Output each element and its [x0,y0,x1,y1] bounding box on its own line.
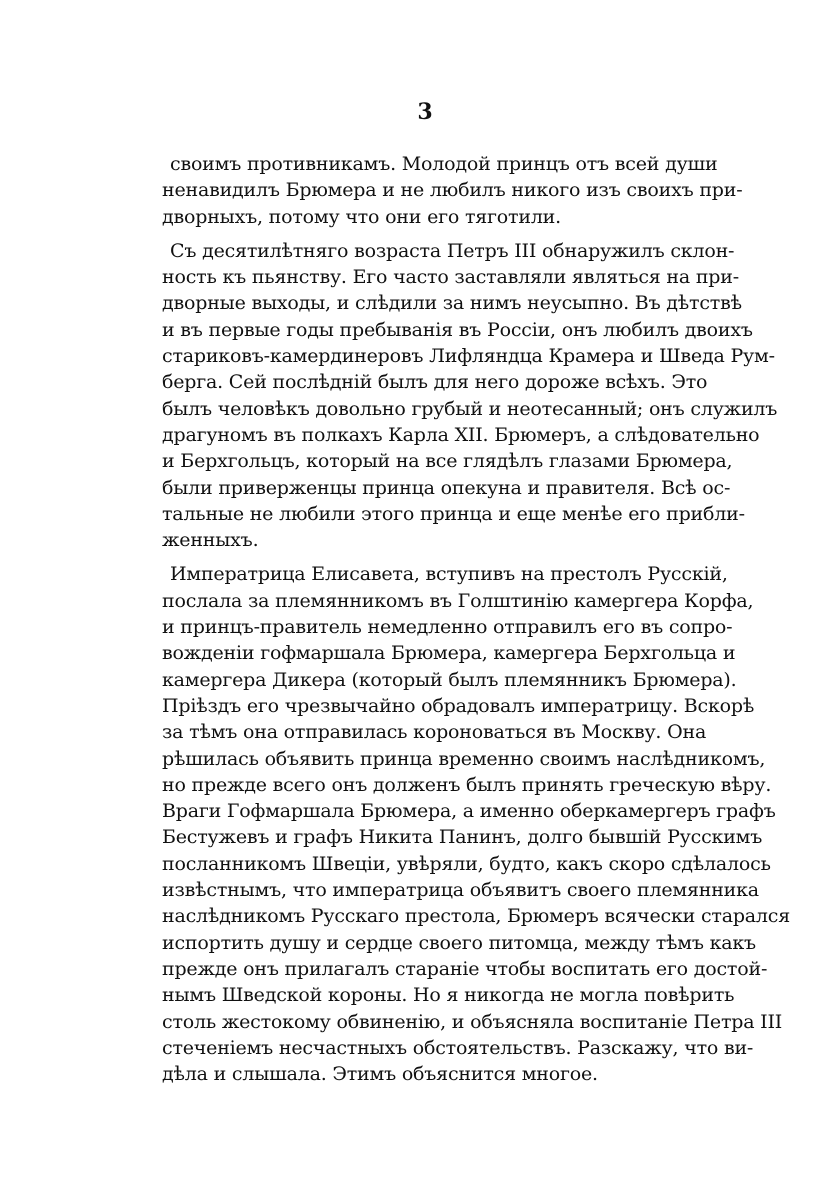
text-line: извѣстнымъ, что императрица объявитъ своего племянника [162,879,759,902]
text-line: за тѣмъ она отправилась короноваться въ Москву. Она [162,721,707,744]
text-line: своимъ противникамъ. Молодой принцъ отъ всей души [170,153,718,175]
text-line: ненавидилъ Брюмера и не любилъ никого изъ своихъ при- [162,179,743,202]
paragraph [162,238,778,554]
text-line: послала за племянникомъ въ Голштинію камергера Корфа, [162,589,754,612]
body-text [162,151,791,1087]
text-line: столь жестокому обвиненію, и объясняла воспитаніе Петра III [162,1010,783,1033]
text-line: Съ десятилѣтняго возраста Петръ III обнаружилъ склон- [170,239,735,262]
text-line: нымъ Шведской короны. Но я никогда не могла повѣрить [162,984,735,1007]
text-line: и Берхгольцъ, который на все глядѣлъ глазами Брюмера, [162,450,733,473]
text-line: драгуномъ въ полкахъ Карла XII. Брюмеръ, а слѣдовательно [162,423,760,446]
text-line: Пріѣздъ его чрезвычайно обрадовалъ императрицу. Вскорѣ [162,694,755,717]
text-line: берга. Сей послѣдній былъ для него дороже всѣхъ. Это [162,371,708,394]
text-line: и въ первые годы пребыванія въ Россіи, онъ любилъ двоихъ [162,318,753,341]
text-line: и принцъ-правитель немедленно отправилъ его въ сопро- [162,616,733,639]
text-line: былъ человѣкъ довольно грубый и неотесанный; онъ служилъ [162,397,778,420]
text-line: тальные не любили этого принца и еще менѣе его прибли- [162,502,745,525]
text-line: испортить душу и сердце своего питомца, между тѣмъ какъ [162,931,756,954]
text-line: дворные выходы, и слѣдили за нимъ неусыпно. Въ дѣтствѣ [162,292,742,315]
text-line: Враги Гофмаршала Брюмера, а именно оберкамергеръ графъ [162,800,776,823]
text-line: камергера Дикера (который былъ племянникъ Брюмера). [162,668,737,691]
text-line: посланникомъ Швеціи, увѣряли, будто, какъ скоро сдѣлалось [162,852,771,875]
paragraph [162,151,743,230]
text-line: ность къ пьянству. Его часто заставляли являться на при- [162,266,739,289]
text-line: дѣла и слышала. Этимъ объяснится многое. [162,1063,598,1086]
paragraph [162,561,791,1087]
text-line: были приверженцы принца опекуна и правителя. Всѣ ос- [162,476,731,499]
text-line: прежде онъ прилагалъ стараніе чтобы воспитать его достой- [162,957,768,980]
page-number: 3 [417,99,433,125]
text-line: стариковъ-камердинеровъ Лифляндца Крамера и Шведа Рум- [162,345,775,368]
text-line: Императрица Елисавета, вступивъ на престолъ Русскій, [170,563,728,586]
text-line: Бестужевъ и графъ Никита Панинъ, долго бывшій Русскимъ [162,826,763,849]
text-line: но прежде всего онъ долженъ былъ принять греческую вѣру. [162,773,772,796]
text-line: наслѣдникомъ Русскаго престола, Брюмеръ всячески старался [162,905,791,928]
text-line: вожденіи гофмаршала Брюмера, камергера Берхгольца и [162,642,736,665]
text-line: стеченіемъ несчастныхъ обстоятельствъ. Разскажу, что ви- [162,1036,754,1059]
paragraph-gap [162,230,684,238]
text-line: рѣшилась объявить принца временно своимъ наслѣдникомъ, [162,747,766,770]
paragraph-gap [162,553,684,561]
text-line: женныхъ. [162,529,259,552]
text-line: дворныхъ, потому что они его тяготили. [162,205,561,228]
